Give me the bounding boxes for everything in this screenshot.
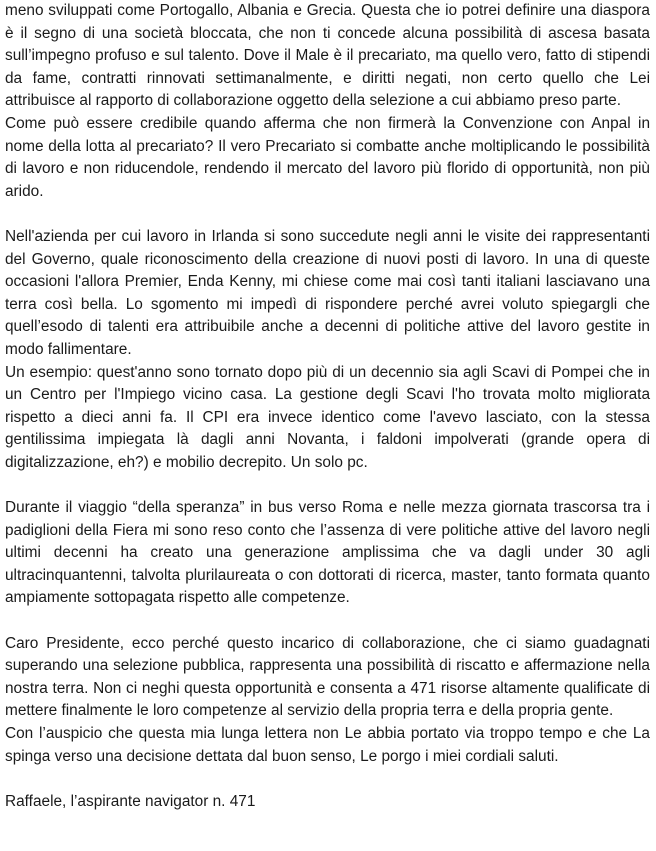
signature: Raffaele, l’aspirante navigator n. 471 <box>5 792 256 810</box>
paragraph-spacer <box>5 768 650 791</box>
letter-body <box>5 0 650 813</box>
paragraph-journey: Durante il viaggio “della speranza” in bus verso Roma e nelle mezza giornata trascorsa tra i padiglioni della Fiera mi sono reso conto che l’assenza di vere politiche attive del lavoro negli ultimi decenni ha creato una generazione amplissima che va dagli under 30 agli ultracinquantenni, talvolta plurilaureata o con dottorati di ricerca, master, tanto formata quanto ampiamente sottopagata rispetto alle competenze. <box>5 499 650 607</box>
paragraph-spacer <box>5 474 650 497</box>
paragraph-diaspora: meno sviluppati come Portogallo, Albania e Grecia. Questa che io potrei definire una diaspora è il segno di una società bloccata, che non ti concede alcuna possibilità di ascesa basata sull’impegno profuso e sul talento. Dove il Male è il precariato, ma quello vero, fatto di stipendi da fame, contratti rinnovati settimanalmente, e diritti negati, non certo quello che Lei attribuisce al rapporto di collaborazione oggetto della selezione a cui abbiamo preso parte. <box>5 2 650 110</box>
paragraph-precariato: Come può essere credibile quando afferma che non firmerà la Convenzione con Anpal in nome della lotta al precariato? Il vero Precariato si combatte anche moltiplicando le possibilità di lavoro e non riducendole, rendendo il mercato del lavoro più florido di opportunità, non più arido. <box>5 114 650 200</box>
paragraph-appeal: Caro Presidente, ecco perché questo incarico di collaborazione, che ci siamo guadagnati superando una selezione pubblica, rappresenta una possibilità di riscatto e affermazione nella nostra terra. Non ci neghi questa opportunità e consenta a 471 risorse altamente qualificate di mettere finalmente le loro competenze al servizio della propria terra e della propria gente. <box>5 634 650 720</box>
paragraph-example: Un esempio: quest'anno sono tornato dopo più di un decennio sia agli Scavi di Pompei che in un Centro per l'Impiego vicino casa. La gestione degli Scavi l'ho trovata molto migliorata rispetto a dieci anni fa. Il CPI era invece identico come l'avevo lasciato, con la stessa gentilissima impiegata là dagli anni Novanta, i faldoni impolverati (grande opera di digitalizzazione, eh?) e mobilio decrepito. Un solo pc. <box>5 363 650 471</box>
paragraph-spacer <box>5 610 650 633</box>
paragraph-ireland: Nell'azienda per cui lavoro in Irlanda si sono succedute negli anni le visite dei rappresentanti del Governo, quale riconoscimento della creazione di nuovi posti di lavoro. In una di queste occasioni l'allora Premier, Enda Kenny, mi chiese come mai così tanti italiani lasciavano una terra così bella. Lo sgomento mi impedì di rispondere perché avrei voluto spiegargli che quell’esodo di talenti era attribuibile anche a decenni di politiche attive del lavoro gestite in modo fallimentare. <box>5 227 650 358</box>
paragraph-spacer <box>5 203 650 226</box>
paragraph-closing: Con l’auspicio che questa mia lunga lettera non Le abbia portato via troppo tempo e che La spinga verso una decisione dettata dal buon senso, Le porgo i miei cordiali saluti. <box>5 725 650 765</box>
